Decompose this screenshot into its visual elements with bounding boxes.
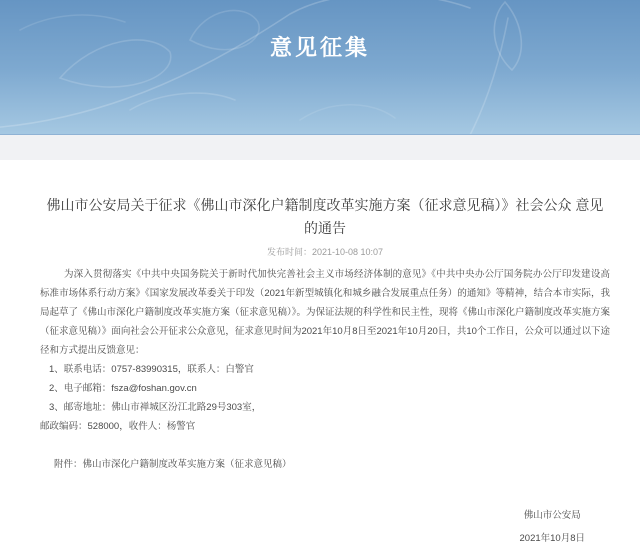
article-title: 佛山市公安局关于征求《佛山市深化户籍制度改革实施方案（征求意见稿）》社会公众 意见的通告: [46, 197, 604, 236]
magnolia-flower-decoration-icon: [0, 0, 640, 135]
signature-org: 佛山市公安局: [523, 510, 581, 521]
signature-date: 2021年10月8日: [519, 533, 585, 544]
attachment-line: 附件：佛山市深化户籍制度改革实施方案（征求意见稿）: [54, 459, 292, 470]
contact-address-line: 3、邮寄地址：佛山市禅城区汾江北路29号303室，: [49, 402, 262, 413]
contact-postcode-line: 邮政编码：528000，收件人：杨警官: [40, 421, 196, 432]
banner: [0, 0, 640, 135]
contact-email-line: 2、电子邮箱：fsza@foshan.gov.cn: [49, 383, 197, 394]
notice-article: [0, 160, 640, 546]
signature-block: [40, 504, 610, 546]
publish-time-value: 2021-10-08 10:07: [311, 247, 384, 257]
publish-time-row: [40, 245, 610, 260]
publish-time-label: 发布时间：: [266, 247, 312, 257]
banner-title: 意见征集: [269, 35, 370, 60]
contact-phone-line: 1、联系电话：0757-83990315，联系人：白警官: [49, 364, 254, 375]
notice-paragraph: 为深入贯彻落实《中共中央国务院关于新时代加快完善社会主义市场经济体制的意见》《中共中央办公厅国务院办公厅印发建设高标准市场体系行动方案》《国家发展改革委关于印发（2021年新型城镇化和城乡融合发展重点任务）的通知》等精神，结合本市实际，我局起草了《佛山市深化户籍制度改革实施方案（征求意见稿）》。为保证法规的科学性和民主性，现将《佛山市深化户籍制度改革实施方案（征求意见稿）》面向社会公开征求公众意见，征求意见时间为2021年10月8日至2021年10月20日，共10个工作日，公众可以通过以下途径和方式提出反馈意见：: [40, 269, 611, 356]
page-divider-strip: [0, 135, 640, 160]
article-body: [40, 265, 610, 546]
